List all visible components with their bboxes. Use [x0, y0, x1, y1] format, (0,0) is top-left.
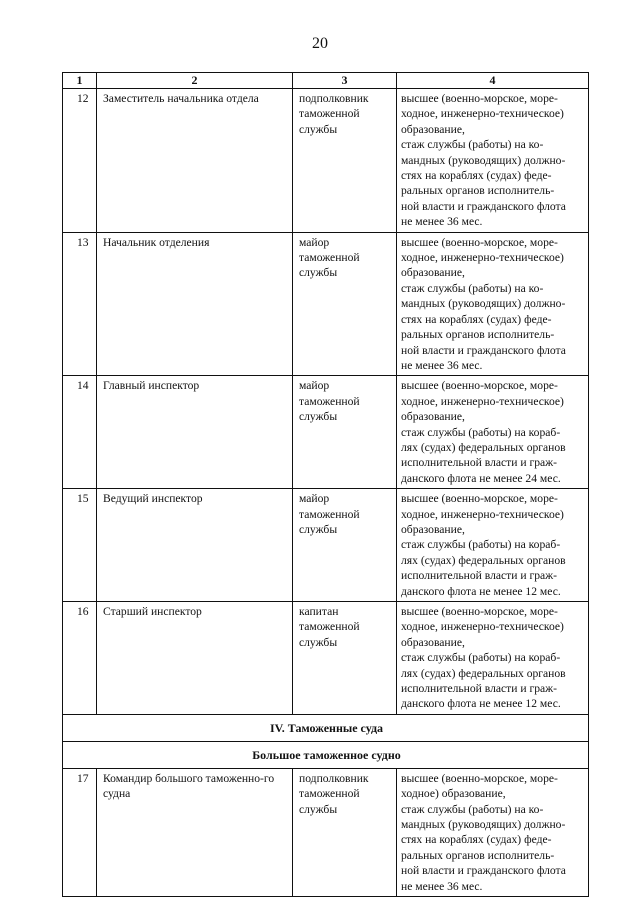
rank-line: подполковник: [299, 771, 369, 785]
requirement-line: ной власти и гражданского флота: [401, 343, 566, 357]
requirements-cell: [397, 489, 589, 602]
rank-line: службы: [299, 122, 338, 136]
rank-line: службы: [299, 635, 338, 649]
requirement-line: исполнительной власти и граж-: [401, 682, 558, 696]
requirement-line: не менее 36 мес.: [401, 358, 483, 372]
requirement-line: данского флота не менее 24 мес.: [401, 471, 561, 485]
requirement-line: мандных (руководящих) должно-: [401, 297, 566, 311]
requirement-line: стаж службы (работы) на ко-: [401, 138, 544, 152]
row-number: 13: [63, 232, 97, 376]
requirement-line: мандных (руководящих) должно-: [401, 153, 566, 167]
requirement-line: исполнительной власти и граж-: [401, 456, 558, 470]
requirement-line: образование,: [401, 122, 465, 136]
position-title: Заместитель начальника отдела: [97, 89, 293, 233]
positions-table: [62, 72, 589, 897]
table-row: [63, 602, 589, 715]
section-row: [63, 714, 589, 741]
table-row: [63, 768, 589, 896]
subsection-title: Большое таможенное судно: [63, 741, 589, 768]
rank-line: таможенной: [299, 787, 360, 801]
requirements-cell: [397, 376, 589, 489]
requirement-line: ральных органов исполнитель-: [401, 848, 555, 862]
column-header: 2: [97, 73, 293, 89]
section-title: IV. Таможенные суда: [63, 714, 589, 741]
requirement-line: образование,: [401, 522, 465, 536]
table-row: [63, 89, 589, 233]
row-number: 16: [63, 602, 97, 715]
requirement-line: мандных (руководящих) должно-: [401, 818, 566, 832]
position-title: Ведущий инспектор: [97, 489, 293, 602]
requirement-line: образование,: [401, 635, 465, 649]
requirement-line: ходное, инженерно-техническое): [401, 251, 564, 265]
requirement-line: ходное) образование,: [401, 787, 506, 801]
rank-cell: [293, 489, 397, 602]
page-number: 20: [312, 35, 328, 52]
rank-line: подполковник: [299, 92, 369, 105]
requirement-line: ральных органов исполнитель-: [401, 328, 555, 342]
requirements-cell: [397, 232, 589, 376]
rank-line: службы: [299, 410, 338, 424]
requirement-line: ходное, инженерно-техническое): [401, 107, 564, 121]
column-number-row: [63, 73, 589, 89]
requirement-line: ральных органов исполнитель-: [401, 184, 555, 198]
requirement-line: не менее 36 мес.: [401, 215, 483, 229]
requirements-cell: [397, 602, 589, 715]
rank-cell: [293, 768, 397, 896]
requirement-line: стаж службы (работы) на кораб-: [401, 425, 561, 439]
requirement-line: исполнительной власти и граж-: [401, 569, 558, 583]
requirement-line: образование,: [401, 410, 465, 424]
column-header: 1: [63, 73, 97, 89]
requirement-line: стях на кораблях (судах) феде-: [401, 169, 552, 183]
requirement-line: образование,: [401, 266, 465, 280]
rank-line: службы: [299, 266, 338, 280]
requirement-line: ходное, инженерно-техническое): [401, 620, 564, 634]
requirement-line: стях на кораблях (судах) феде-: [401, 312, 552, 326]
rank-cell: [293, 232, 397, 376]
requirement-line: лях (судах) федеральных органов: [401, 666, 566, 680]
requirement-line: ной власти и гражданского флота: [401, 199, 566, 213]
requirement-line: стаж службы (работы) на кораб-: [401, 538, 561, 552]
row-number: 15: [63, 489, 97, 602]
rank-line: таможенной: [299, 107, 360, 121]
requirement-line: стях на кораблях (судах) феде-: [401, 833, 552, 847]
position-title: Старший инспектор: [97, 602, 293, 715]
requirement-line: высшее (военно-морское, море-: [401, 771, 558, 785]
requirement-line: высшее (военно-морское, море-: [401, 492, 558, 506]
requirement-line: ходное, инженерно-техническое): [401, 507, 564, 521]
rank-line: майор: [299, 492, 330, 506]
requirement-line: высшее (военно-морское, море-: [401, 235, 558, 249]
table-row: [63, 232, 589, 376]
rank-cell: [293, 602, 397, 715]
row-number: 14: [63, 376, 97, 489]
requirement-line: высшее (военно-морское, море-: [401, 92, 558, 105]
requirement-line: ходное, инженерно-техническое): [401, 394, 564, 408]
requirement-line: лях (судах) федеральных органов: [401, 440, 566, 454]
row-number: 17: [63, 768, 97, 896]
position-title: Начальник отделения: [97, 232, 293, 376]
requirement-line: ной власти и гражданского флота: [401, 864, 566, 878]
requirement-line: стаж службы (работы) на ко-: [401, 802, 544, 816]
row-number: 12: [63, 89, 97, 233]
requirement-line: лях (судах) федеральных органов: [401, 553, 566, 567]
subsection-row: [63, 741, 589, 768]
rank-line: таможенной: [299, 620, 360, 634]
rank-line: майор: [299, 379, 330, 393]
requirement-line: не менее 36 мес.: [401, 879, 483, 893]
position-title: Главный инспектор: [97, 376, 293, 489]
rank-line: майор: [299, 235, 330, 249]
rank-line: таможенной: [299, 507, 360, 521]
table-row: [63, 489, 589, 602]
rank-cell: [293, 89, 397, 233]
rank-line: таможенной: [299, 394, 360, 408]
requirement-line: стаж службы (работы) на кораб-: [401, 651, 561, 665]
rank-line: службы: [299, 522, 338, 536]
requirement-line: данского флота не менее 12 мес.: [401, 584, 561, 598]
position-title: Командир большого таможенно-го судна: [97, 768, 293, 896]
requirements-cell: [397, 768, 589, 896]
requirement-line: стаж службы (работы) на ко-: [401, 281, 544, 295]
rank-cell: [293, 376, 397, 489]
requirements-cell: [397, 89, 589, 233]
requirement-line: высшее (военно-морское, море-: [401, 605, 558, 618]
rank-line: службы: [299, 802, 338, 816]
requirement-line: данского флота не менее 12 мес.: [401, 697, 561, 711]
column-header: 4: [397, 73, 589, 89]
column-header: 3: [293, 73, 397, 89]
table-row: [63, 376, 589, 489]
rank-line: таможенной: [299, 251, 360, 265]
requirement-line: высшее (военно-морское, море-: [401, 379, 558, 393]
rank-line: капитан: [299, 605, 339, 618]
